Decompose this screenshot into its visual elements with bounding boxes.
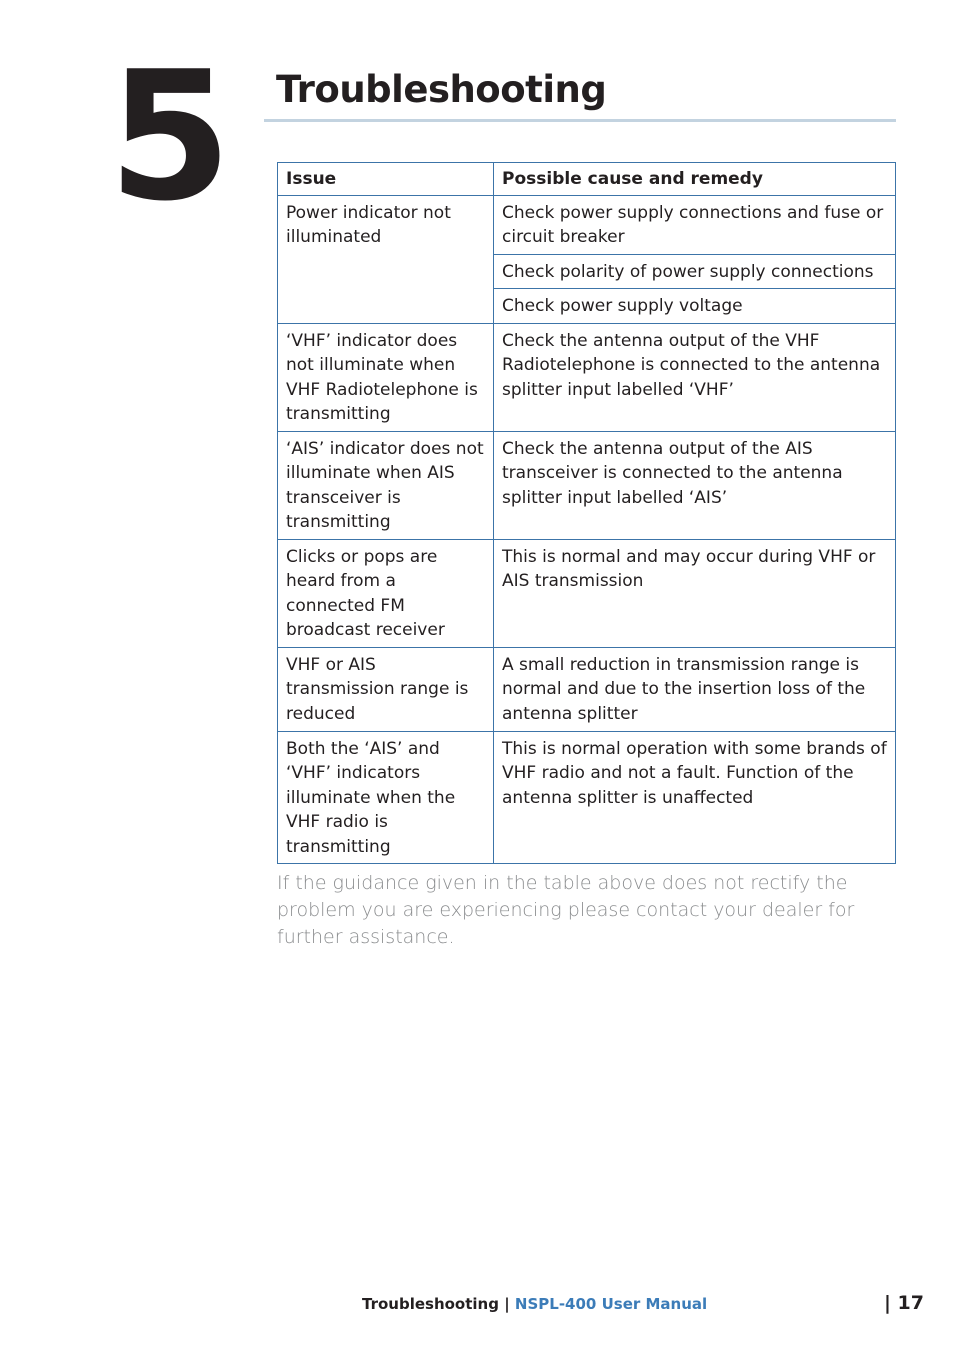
assistance-note: If the guidance given in the table above does not rectify the problem you are experiencing please contact your dealer for further assistance. <box>277 872 855 948</box>
table-row <box>278 323 896 431</box>
table-row <box>278 647 896 731</box>
table-row <box>278 431 896 539</box>
footer-separator: | <box>504 1295 510 1313</box>
page-number: | 17 <box>884 1292 924 1314</box>
issue-cell: VHF or AIS transmission range is reduced <box>278 647 494 731</box>
issue-cell: Power indicator not illuminated <box>278 195 494 323</box>
header-remedy: Possible cause and remedy <box>494 163 896 196</box>
remedy-cell: Check power supply connections and fuse or circuit breaker <box>494 195 896 254</box>
footer-manual-title: NSPL-400 User Manual <box>514 1295 708 1313</box>
remedy-cell: Check polarity of power supply connections <box>494 254 896 289</box>
remedy-cell: Check power supply voltage <box>494 289 896 324</box>
table-header-row <box>278 163 896 196</box>
table-row <box>278 539 896 647</box>
remedy-cell: A small reduction in transmission range is normal and due to the insertion loss of the antenna splitter <box>494 647 896 731</box>
remedy-cell: Check the antenna output of the AIS transceiver is connected to the antenna splitter input labelled ‘AIS’ <box>494 431 896 539</box>
remedy-cell: Check the antenna output of the VHF Radiotelephone is connected to the antenna splitter input labelled ‘VHF’ <box>494 323 896 431</box>
issue-cell: ‘AIS’ indicator does not illuminate when AIS transceiver is transmitting <box>278 431 494 539</box>
issue-cell: ‘VHF’ indicator does not illuminate when VHF Radiotelephone is transmitting <box>278 323 494 431</box>
remedy-cell: This is normal operation with some brands of VHF radio and not a fault. Function of the antenna splitter is unaffected <box>494 731 896 864</box>
title-rule <box>264 119 896 122</box>
troubleshooting-table <box>277 162 896 864</box>
footer-section: Troubleshooting <box>362 1295 499 1313</box>
footer <box>362 1295 707 1313</box>
remedy-cell: This is normal and may occur during VHF or AIS transmission <box>494 539 896 647</box>
chapter-number: 5 <box>108 33 232 240</box>
table-row <box>278 731 896 864</box>
issue-cell: Both the ‘AIS’ and ‘VHF’ indicators illuminate when the VHF radio is transmitting <box>278 731 494 864</box>
header-issue: Issue <box>278 163 494 196</box>
issue-cell: Clicks or pops are heard from a connected FM broadcast receiver <box>278 539 494 647</box>
page-title: Troubleshooting <box>276 68 607 111</box>
table-row <box>278 195 896 254</box>
